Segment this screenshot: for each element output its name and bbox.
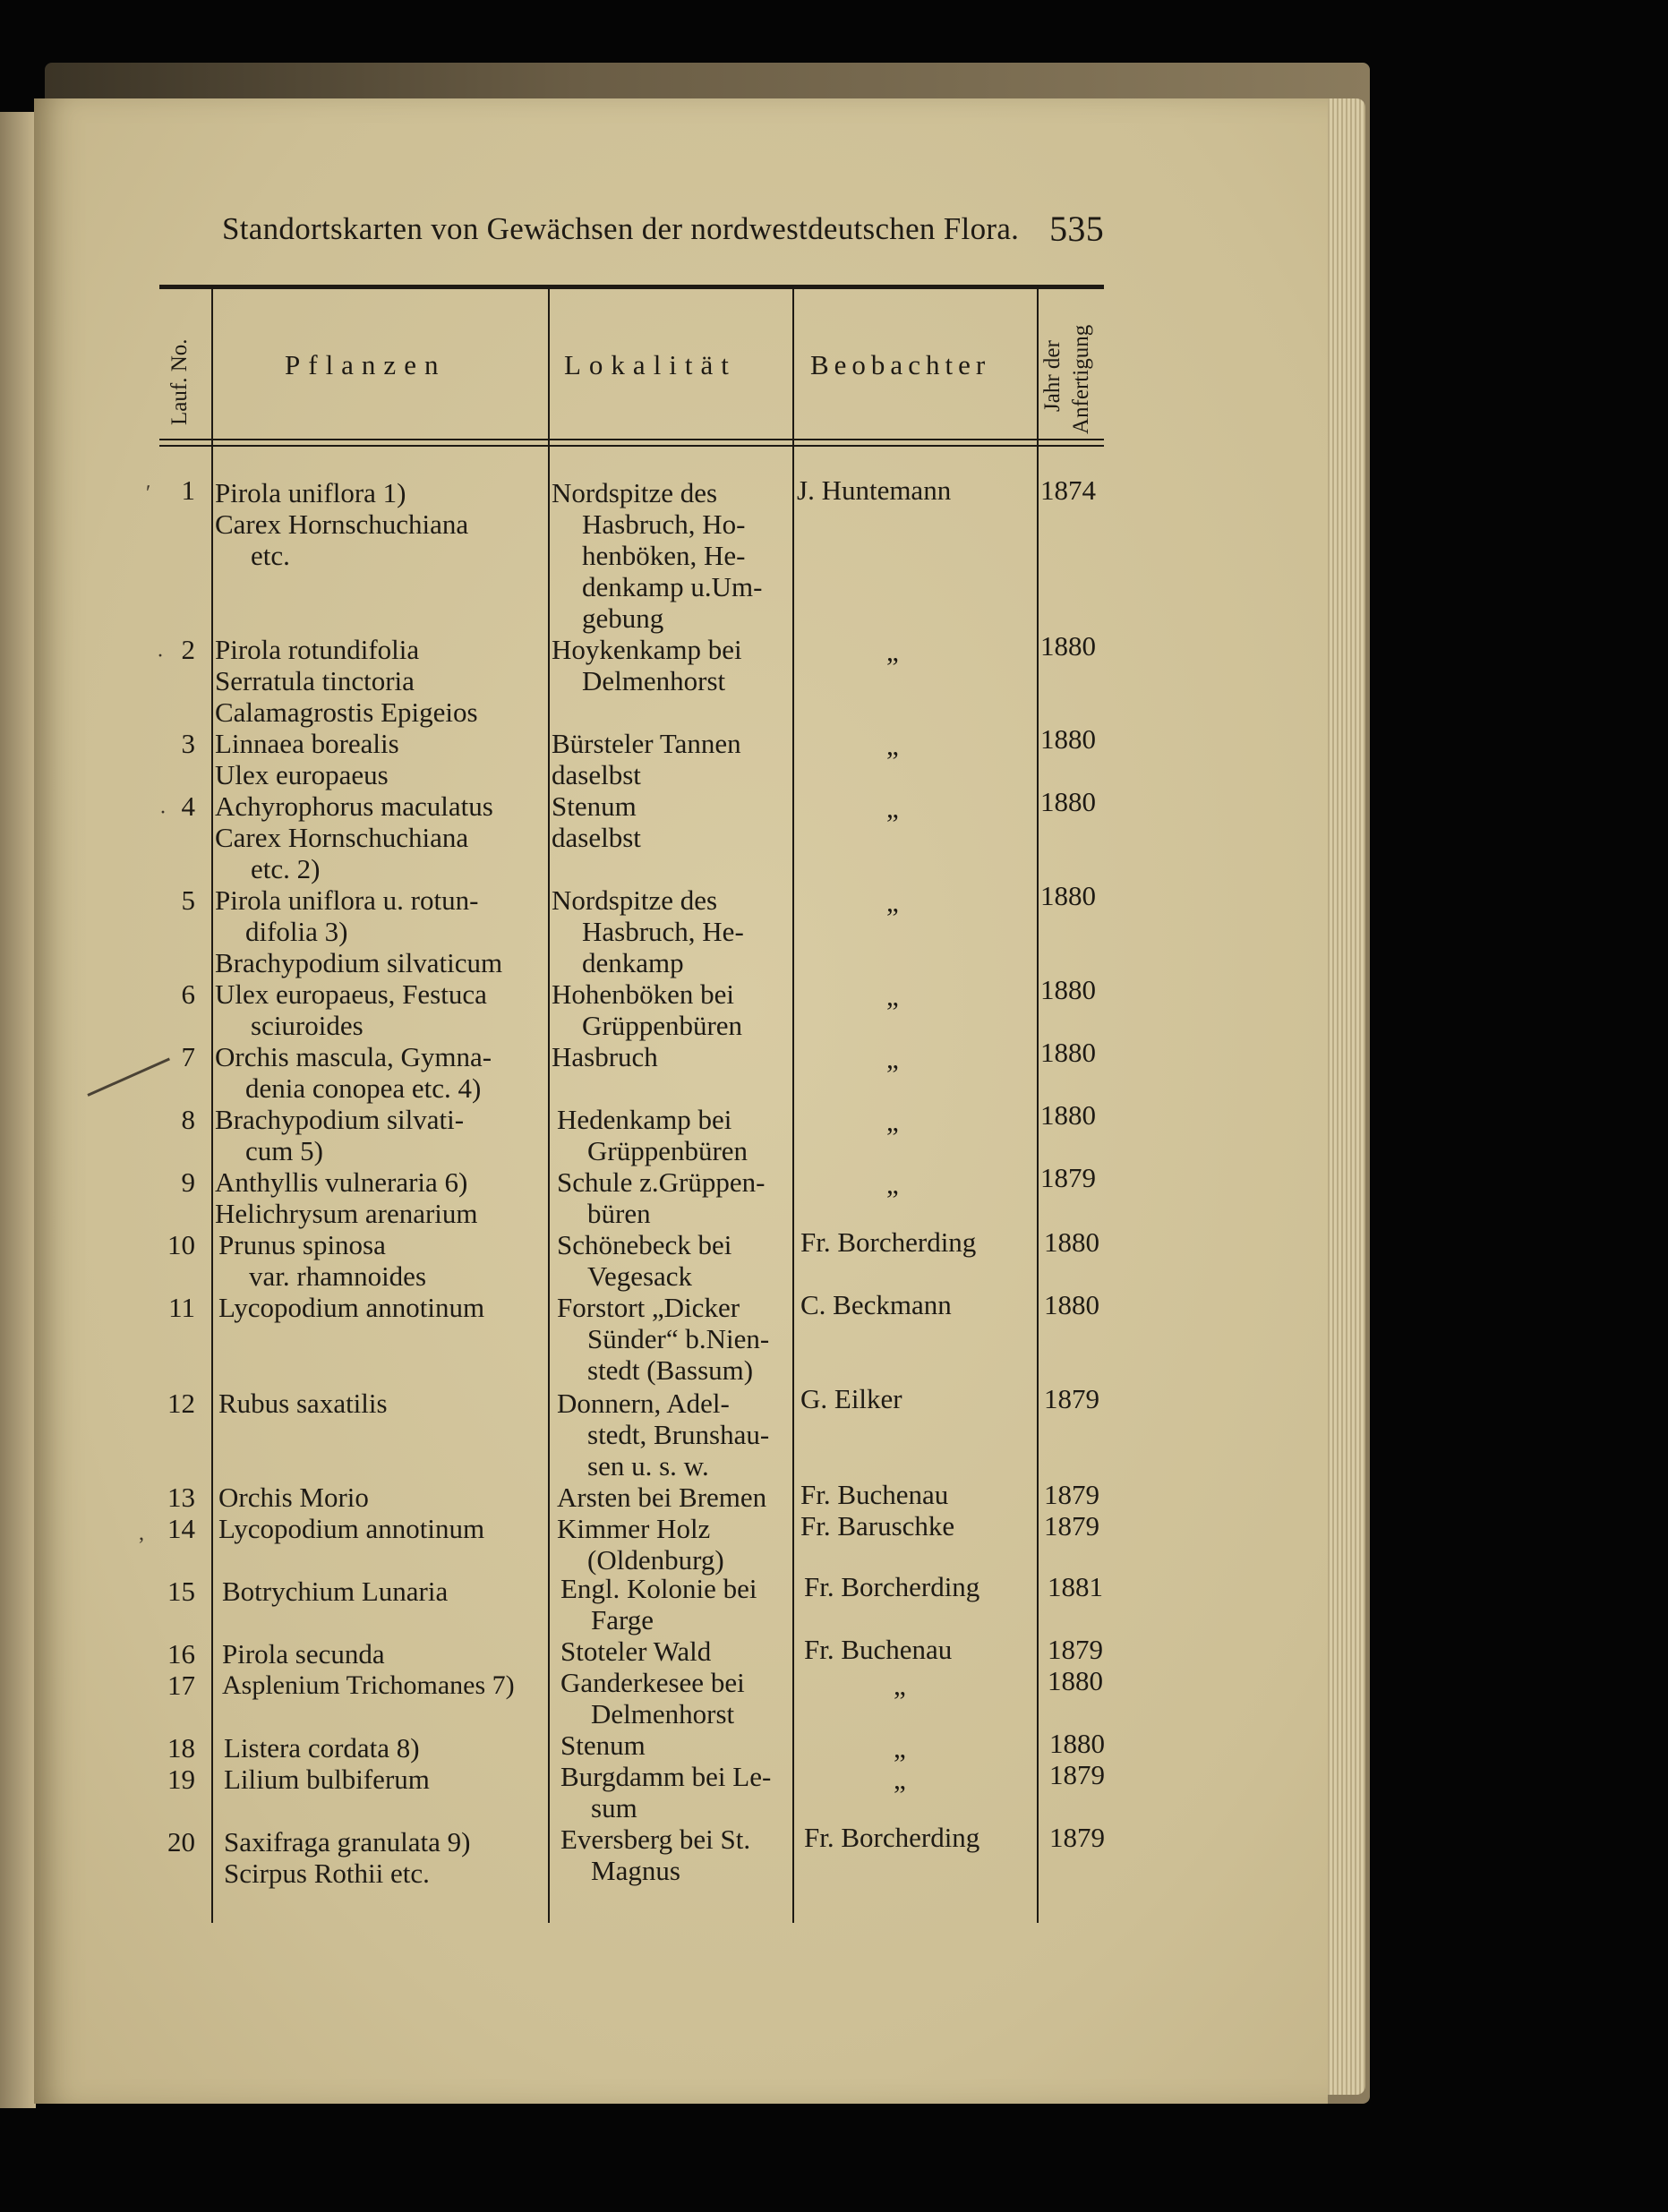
observer: Fr. Borcherding	[804, 1571, 980, 1602]
row-number: 15	[167, 1576, 195, 1607]
locality-line: Nordspitze des	[552, 477, 718, 508]
running-head-title: Standortskarten von Gewächsen der nordwestdeutschen Flora.	[222, 211, 1020, 246]
plant-line: Botrychium Lunaria	[222, 1576, 449, 1607]
pencil-mark: ·	[157, 645, 164, 668]
row-number: 16	[167, 1638, 195, 1670]
observer: „	[886, 1168, 899, 1200]
locality-line: henböken, He-	[582, 540, 746, 571]
plant-line: Linnaea borealis	[215, 728, 399, 759]
header-pflanzen: Pflanzen	[285, 349, 447, 380]
locality-line: Vegesack	[587, 1260, 693, 1292]
year: 1879	[1040, 1162, 1096, 1193]
year: 1880	[1040, 630, 1096, 662]
observer: „	[886, 792, 899, 824]
page-number: 535	[1049, 209, 1104, 249]
locality-line: Forstort „Dicker	[557, 1292, 740, 1323]
row-number: 18	[167, 1732, 195, 1764]
pencil-mark: ·	[159, 801, 167, 824]
locality-line: Bürsteler Tannen	[552, 728, 741, 759]
pencil-mark: ,	[139, 1522, 144, 1545]
plant-line: Orchis mascula, Gymna-	[215, 1041, 492, 1072]
plant-line: Listera cordata 8)	[224, 1732, 420, 1764]
locality-line: Stenum	[560, 1729, 646, 1761]
row-number: 12	[167, 1388, 195, 1419]
locality-line: Delmenhorst	[591, 1698, 735, 1729]
observer: Fr. Baruschke	[800, 1510, 955, 1542]
row-number: 17	[167, 1670, 195, 1701]
row-number: 4	[181, 790, 195, 822]
plant-line: Rubus saxatilis	[218, 1388, 388, 1419]
plant-line: Saxifraga granulata 9)	[224, 1826, 471, 1858]
observer: Fr. Buchenau	[800, 1479, 949, 1510]
locality-line: Hasbruch, Ho-	[582, 508, 746, 540]
year: 1880	[1044, 1289, 1099, 1320]
row-number: 20	[167, 1826, 195, 1858]
plant-line: denia conopea etc. 4)	[245, 1072, 482, 1104]
locality-line: Donnern, Adel-	[557, 1388, 730, 1419]
observer: „	[886, 1106, 899, 1137]
year: 1881	[1048, 1571, 1103, 1602]
plant-line: Lilium bulbiferum	[224, 1764, 430, 1795]
plant-line: Brachypodium silvati-	[215, 1104, 465, 1135]
observer: „	[894, 1764, 906, 1795]
table-top-rule	[159, 285, 1104, 289]
observer: J. Huntemann	[797, 474, 952, 506]
header-lokalitaet: Lokalität	[564, 349, 737, 380]
plant-line: cum 5)	[245, 1135, 323, 1166]
year: 1879	[1044, 1479, 1099, 1510]
locality-line: Hedenkamp bei	[557, 1104, 732, 1135]
observer: Fr. Borcherding	[804, 1822, 980, 1853]
locality-line: Nordspitze des	[552, 884, 718, 916]
row-number: 2	[181, 634, 195, 665]
locality-line: sum	[591, 1792, 637, 1823]
plant-line: Pirola uniflora 1)	[215, 477, 406, 508]
year: 1879	[1048, 1634, 1103, 1665]
locality-line: Grüppenbüren	[582, 1010, 743, 1041]
column-divider-1	[211, 289, 213, 1923]
locality-line: Kimmer Holz	[557, 1513, 711, 1544]
year: 1880	[1040, 1099, 1096, 1131]
year: 1879	[1044, 1383, 1099, 1414]
observer: Fr. Borcherding	[800, 1226, 977, 1258]
observer: „	[886, 1043, 899, 1074]
pencil-mark: ʹ	[146, 482, 151, 505]
locality-line: büren	[587, 1198, 651, 1229]
locality-line: daselbst	[552, 822, 641, 853]
year: 1880	[1040, 786, 1096, 817]
row-number: 10	[167, 1229, 195, 1260]
row-number: 8	[181, 1104, 195, 1135]
plant-line: difolia 3)	[245, 916, 348, 947]
locality-line: Schule z.Grüppen-	[557, 1166, 766, 1198]
locality-line: Hohenböken bei	[552, 978, 735, 1010]
year: 1880	[1040, 974, 1096, 1005]
locality-line: sen u. s. w.	[587, 1450, 709, 1482]
plant-line: Carex Hornschuchiana	[215, 822, 469, 853]
running-head	[222, 211, 1104, 256]
plant-line: Lycopodium annotinum	[218, 1513, 485, 1544]
locality-line: Magnus	[591, 1855, 680, 1886]
locality-line: Ganderkesee bei	[560, 1667, 745, 1698]
plant-line: var. rhamnoides	[249, 1260, 427, 1292]
plant-line: Carex Hornschuchiana	[215, 508, 469, 540]
locality-line: stedt (Bassum)	[587, 1354, 754, 1386]
row-number: 5	[181, 884, 195, 916]
locality-line: Hasbruch	[552, 1041, 658, 1072]
header-jahr-line-2: Anfertigung	[1069, 324, 1093, 434]
plant-line: etc. 2)	[251, 853, 321, 884]
year: 1880	[1048, 1665, 1103, 1696]
plant-line: Ulex europaeus, Festuca	[215, 978, 487, 1010]
year: 1880	[1049, 1728, 1105, 1759]
row-number: 7	[181, 1041, 195, 1072]
plant-line: Pirola uniflora u. rotun-	[215, 884, 479, 916]
plant-line: Helichrysum arenarium	[215, 1198, 478, 1229]
observer: „	[894, 1670, 906, 1701]
locality-line: Stoteler Wald	[560, 1636, 712, 1667]
year: 1879	[1044, 1510, 1099, 1542]
locality-line: Farge	[591, 1604, 654, 1636]
locality-line: Eversberg bei St.	[560, 1823, 751, 1855]
plant-line: Lycopodium annotinum	[218, 1292, 485, 1323]
plant-line: Pirola secunda	[222, 1638, 385, 1670]
observer: Fr. Buchenau	[804, 1634, 953, 1665]
plant-line: Pirola rotundifolia	[215, 634, 420, 665]
locality-line: Hasbruch, He-	[582, 916, 744, 947]
header-beobachter: Beobachter	[810, 349, 991, 380]
locality-line: Sünder“ b.Nien-	[587, 1323, 770, 1354]
year: 1880	[1040, 723, 1096, 755]
locality-line: Burgdamm bei Le-	[560, 1761, 772, 1792]
locality-line: Arsten bei Bremen	[557, 1482, 767, 1513]
facing-page-edge	[0, 112, 36, 2108]
plant-line: Serratula tinctoria	[215, 665, 415, 696]
observer: „	[894, 1732, 906, 1764]
row-number: 6	[181, 978, 195, 1010]
locality-line: gebung	[582, 602, 664, 634]
locality-line: Hoykenkamp bei	[552, 634, 742, 665]
plant-line: Asplenium Trichomanes 7)	[222, 1670, 515, 1700]
locality-line: denkamp	[582, 947, 684, 978]
plant-line: Orchis Morio	[218, 1482, 369, 1513]
plant-line: Achyrophorus maculatus	[215, 790, 493, 822]
locality-line: denkamp u.Um-	[582, 571, 763, 602]
observer: „	[886, 730, 899, 761]
plant-line: sciuroides	[251, 1010, 364, 1041]
plant-line: Calamagrostis Epigeios	[215, 696, 478, 728]
locality-line: Stenum	[552, 790, 637, 822]
row-number: 13	[167, 1482, 195, 1513]
observer: „	[886, 636, 899, 667]
header-lauf-no: Lauf. No.	[167, 338, 192, 425]
header-bottom-rule-2	[159, 445, 1104, 447]
locality-line: Engl. Kolonie bei	[560, 1573, 757, 1604]
year: 1880	[1040, 880, 1096, 911]
year: 1874	[1040, 474, 1096, 506]
header-bottom-rule	[159, 439, 1104, 440]
year: 1880	[1040, 1037, 1096, 1068]
locality-line: Delmenhorst	[582, 665, 726, 696]
plant-line: Brachypodium silvaticum	[215, 947, 503, 978]
observer: „	[886, 886, 899, 918]
row-number: 9	[181, 1166, 195, 1198]
row-number: 3	[181, 728, 195, 759]
row-number: 11	[168, 1292, 195, 1323]
plant-line: etc.	[251, 540, 290, 571]
locality-line: stedt, Brunshau-	[587, 1419, 770, 1450]
locality-line: Schönebeck bei	[557, 1229, 732, 1260]
plant-line: Prunus spinosa	[218, 1229, 386, 1260]
plant-line: Ulex europaeus	[215, 759, 389, 790]
row-number: 1	[181, 474, 195, 506]
year: 1880	[1044, 1226, 1099, 1258]
locality-line: (Oldenburg)	[587, 1544, 724, 1576]
plant-line: Scirpus Rothii etc.	[224, 1858, 430, 1889]
year: 1879	[1049, 1822, 1105, 1853]
locality-line: daselbst	[552, 759, 641, 790]
header-jahr-line-1: Jahr der	[1040, 340, 1065, 412]
observer: G. Eilker	[800, 1383, 902, 1414]
observer: C. Beckmann	[800, 1289, 952, 1320]
locality-line: Grüppenbüren	[587, 1135, 748, 1166]
observer: „	[886, 980, 899, 1012]
plant-line: Anthyllis vulneraria 6)	[215, 1166, 468, 1198]
year: 1879	[1049, 1759, 1105, 1790]
row-number: 14	[167, 1513, 195, 1544]
row-number: 19	[167, 1764, 195, 1795]
